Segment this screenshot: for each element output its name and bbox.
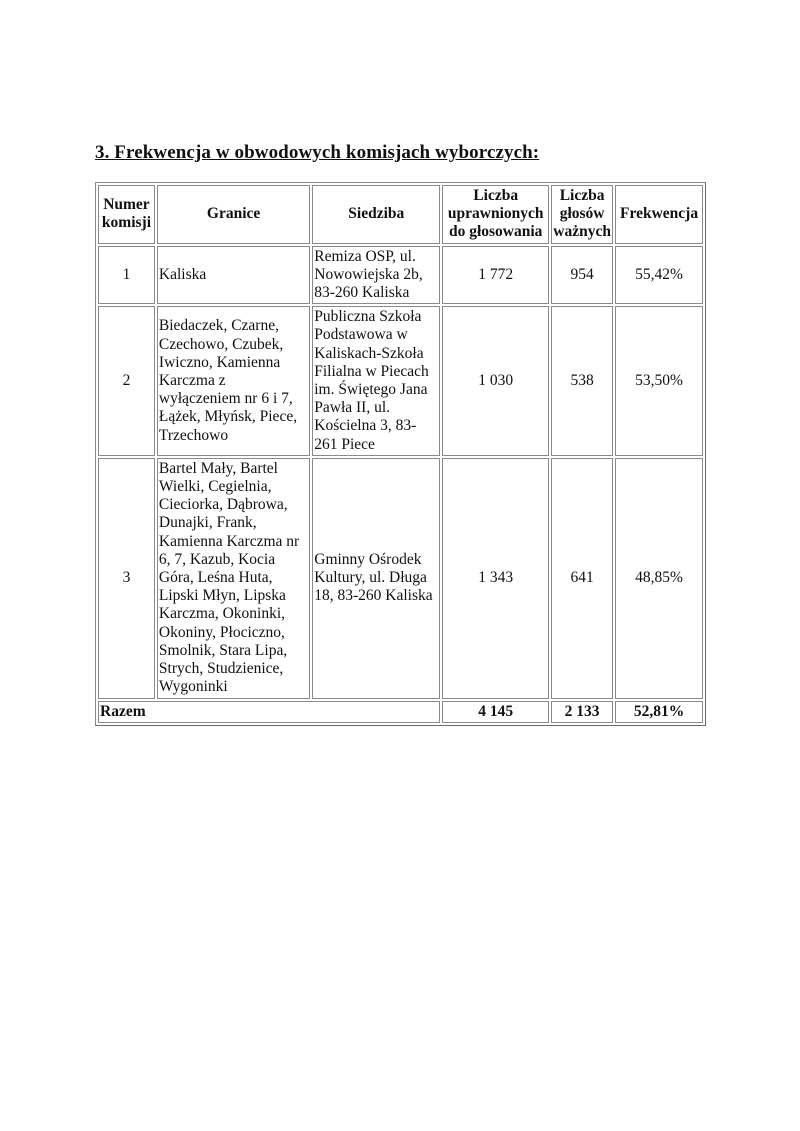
cell-numer: 2 xyxy=(98,306,155,456)
table-row xyxy=(98,246,703,305)
header-granice: Granice xyxy=(157,185,310,244)
cell-glosow: 538 xyxy=(551,306,613,456)
header-liczba-uprawnionych: Liczba uprawnionych do głosowania xyxy=(442,185,549,244)
header-siedziba: Siedziba xyxy=(312,185,440,244)
cell-siedziba: Remiza OSP, ul. Nowowiejska 2b, 83-260 Kaliska xyxy=(312,246,440,305)
cell-uprawnionych: 1 343 xyxy=(442,458,549,699)
cell-frekwencja: 55,42% xyxy=(615,246,703,305)
table-total-row xyxy=(98,701,703,723)
total-glosow: 2 133 xyxy=(551,701,613,723)
table-header-row xyxy=(98,185,703,244)
header-frekwencja: Frekwencja xyxy=(615,185,703,244)
turnout-table xyxy=(95,182,706,726)
cell-frekwencja: 53,50% xyxy=(615,306,703,456)
cell-siedziba: Publiczna Szkoła Podstawowa w Kaliskach-Szkoła Filialna w Piecach im. Świętego Jana Pawła II, ul. Kościelna 3, 83-261 Piece xyxy=(312,306,440,456)
cell-uprawnionych: 1 772 xyxy=(442,246,549,305)
cell-granice: Kaliska xyxy=(157,246,310,305)
total-uprawnionych: 4 145 xyxy=(442,701,549,723)
cell-siedziba: Gminny Ośrodek Kultury, ul. Długa 18, 83-260 Kaliska xyxy=(312,458,440,699)
cell-glosow: 641 xyxy=(551,458,613,699)
cell-frekwencja: 48,85% xyxy=(615,458,703,699)
total-frekwencja: 52,81% xyxy=(615,701,703,723)
cell-glosow: 954 xyxy=(551,246,613,305)
table-row xyxy=(98,306,703,456)
cell-uprawnionych: 1 030 xyxy=(442,306,549,456)
header-liczba-glosow: Liczba głosów ważnych xyxy=(551,185,613,244)
total-label: Razem xyxy=(98,701,440,723)
table-row xyxy=(98,458,703,699)
section-heading: 3. Frekwencja w obwodowych komisjach wyborczych: xyxy=(95,142,540,163)
cell-numer: 1 xyxy=(98,246,155,305)
cell-granice: Bartel Mały, Bartel Wielki, Cegielnia, Cieciorka, Dąbrowa, Dunajki, Frank, Kamienna Karczma nr 6, 7, Kazub, Kocia Góra, Leśna Huta, Lipski Młyn, Lipska Karczma, Okoninki, Okoniny, Płociczno, Smolnik, Stara Lipa, Strych, Studzienice, Wygoninki xyxy=(157,458,310,699)
cell-numer: 3 xyxy=(98,458,155,699)
cell-granice: Biedaczek, Czarne, Czechowo, Czubek, Iwiczno, Kamienna Karczma z wyłączeniem nr 6 i 7, Łążek, Młyńsk, Piece, Trzechowo xyxy=(157,306,310,456)
header-numer-komisji: Numer komisji xyxy=(98,185,155,244)
